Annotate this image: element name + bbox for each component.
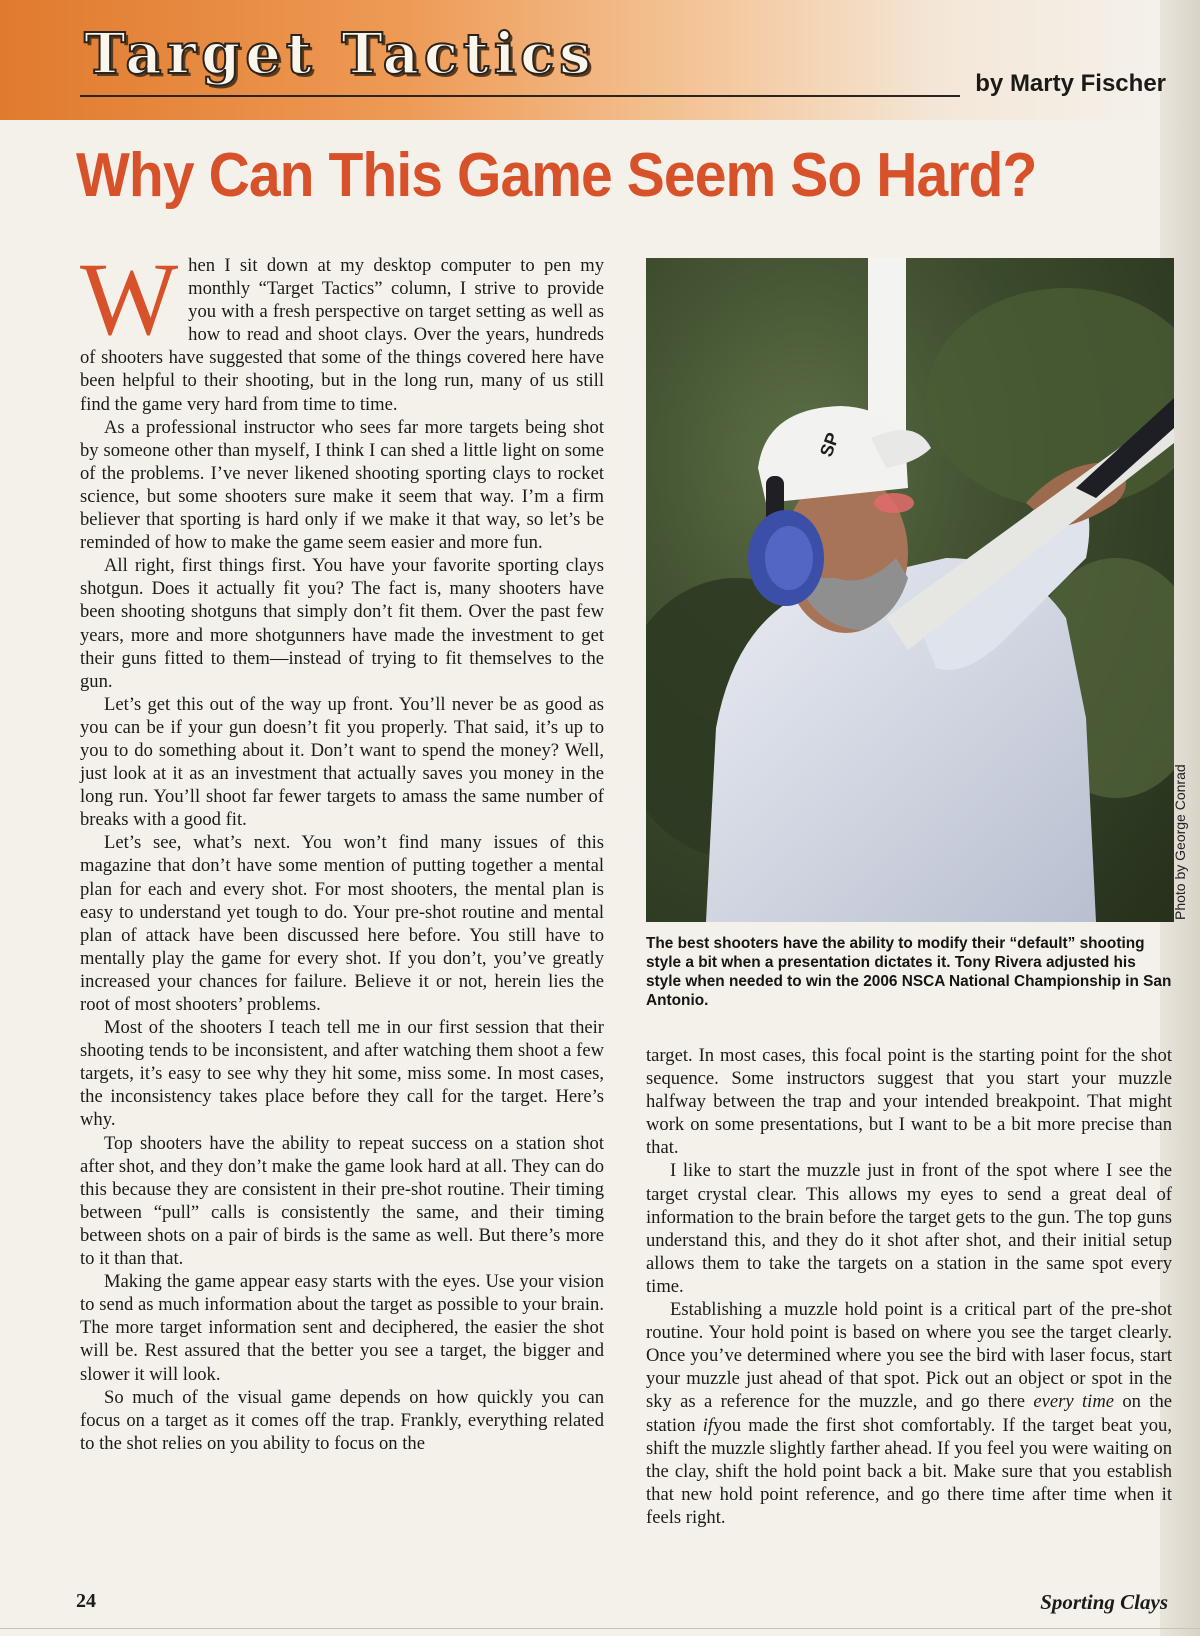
magazine-name: Sporting Clays bbox=[1040, 1590, 1168, 1614]
article-headline: Why Can This Game Seem So Hard? bbox=[76, 141, 1037, 210]
column-title: Target Tactics bbox=[84, 21, 596, 87]
paragraph-2: As a professional instructor who sees far more targets being shot by someone other than myself, I think I can shed a little light on some of the problems. I’ve never likened shooting sporting clays to rocket science, but some shooters sure make it seem that way. I’m a firm believer that sporting is hard only if we make it that way, so let’s be reminded of how to make the game seem easier and more fun. bbox=[80, 416, 604, 554]
paragraph-12: Establishing a muzzle hold point is a critical part of the pre-shot routine. Your hold point is based on where you see the target clearly. Once you’ve determined where you see the bird with laser focus, start your muzzle just ahead of that spot. Pick out an object or spot in the sky as a reference for the muzzle, and go there every time on the station ifyou made the first shot comfortably. If the target beat you, shift the muzzle slightly farther ahead. If you feel you were waiting on the clay, shift the hold point back a bit. Make sure that you establish that new hold point reference, and go there time after time when it feels right. bbox=[646, 1299, 1172, 1528]
photo-caption: The best shooters have the ability to modify their “default” shooting style a bit when a presentation dictates it. Tony Rivera adjusted his style when needed to win the 2006 NSCA National Championship in San Antonio. bbox=[646, 935, 1172, 1009]
paragraph-5: Let’s see, what’s next. You won’t find many issues of this magazine that don’t have some mention of putting together a mental plan for each and every shot. For most shooters, the mental plan is easy to understand yet tough to do. Your pre-shot routine and mental plan of attack have been discussed here before. You still have to mentally play the game for every shot. If you don’t, you’ve greatly increased your chances for failure. Believe it or not, herein lies the root of most shooters’ problems. bbox=[80, 832, 604, 1015]
shooter-photo bbox=[646, 258, 1174, 922]
paragraph-1: When I sit down at my desktop computer to pen my monthly “Target Tactics” column, I strive to provide you with a fresh perspective on target setting as well as how to read and shoot clays. Over the years, hundreds of shooters have suggested that some of the things covered here have been helpful to their shooting, but in the long run, many of us still find the game very hard from time to time. bbox=[80, 242, 604, 415]
cap-logo: SP bbox=[815, 429, 843, 460]
photo-credit: Photo by George Conrad bbox=[1172, 764, 1188, 920]
paragraph-6: Most of the shooters I teach tell me in our first session that their shooting tends to be inconsistent, and after watching them shoot a few targets, it’s easy to see why they hit some, miss some. In most cases, the inconsistency takes place before they call for the target. Here’s why. bbox=[80, 1017, 604, 1131]
right-column bbox=[646, 1044, 1172, 1529]
drop-cap: W bbox=[80, 242, 179, 357]
paragraph-3: All right, first things first. You have your favorite sporting clays shotgun. Does it actually fit you? The fact is, many shooters have been shooting shotguns that simply don’t fit them. Over the past few years, more and more shotgunners have made the investment to get their guns fitted to them—instead of trying to fit themselves to the gun. bbox=[80, 555, 604, 692]
left-column bbox=[80, 242, 604, 1455]
page-number: 24 bbox=[76, 1590, 96, 1612]
paragraph-7: Top shooters have the ability to repeat success on a station shot after shot, and they don’t make the game look hard at all. They can do this because they are consistent in their pre-shot routine. Their timing between “pull” calls is consistently the same, and their timing between shots on a pair of birds is the same as well. But there’s more to it than that. bbox=[80, 1132, 604, 1270]
bottom-edge bbox=[0, 1628, 1200, 1629]
shooter-illustration bbox=[646, 258, 1174, 922]
paragraph-9: So much of the visual game depends on how quickly you can focus on a target as it comes off the trap. Frankly, everything related to the shot relies on you ability to focus on the bbox=[80, 1386, 604, 1454]
header-rule bbox=[80, 95, 960, 97]
paragraph-4: Let’s get this out of the way up front. You’ll never be as good as you can be if your gun doesn’t fit you properly. That said, it’s up to you to do something about it. Don’t want to spend the money? Well, just look at it as an investment that actually saves you money in the long run. You’ll shoot far fewer targets to amass the same number of breaks with a good fit. bbox=[80, 693, 604, 831]
byline: by Marty Fischer bbox=[975, 70, 1166, 97]
paragraph-8: Making the game appear easy starts with the eyes. Use your vision to send as much information about the target as possible to your brain. The more target information sent and deciphered, the easier the shot will be. Rest assured that the better you see a target, the bigger and slower it will look. bbox=[80, 1271, 604, 1385]
paragraph-11: I like to start the muzzle just in front of the spot where I see the target crystal clear. This allows my eyes to send a great deal of information to the brain before the target gets to the gun. The top guns understand this, and they do it shot after shot, and their initial setup allows them to take the targets on a station in the same spot every time. bbox=[646, 1160, 1172, 1297]
paragraph-continuation: target. In most cases, this focal point is the starting point for the shot sequence. Some instructors suggest that you start your muzzle halfway between the trap and your intended breakpoint. That might work on some presentations, but I want to be a bit more precise than that. bbox=[646, 1045, 1172, 1159]
